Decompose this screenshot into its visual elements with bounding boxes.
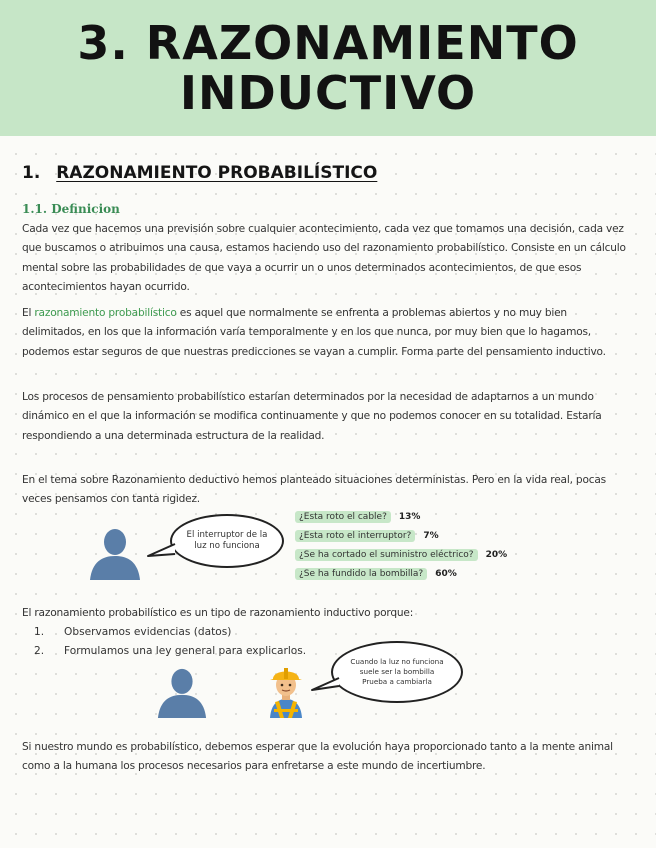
page-title-line2: INDUCTIVO xyxy=(179,66,477,120)
list-item-number: 2. xyxy=(34,645,45,658)
paragraph-processes: Los procesos de pensamiento probabilístico estarían determinados por la necesidad de adaptarnos a un mundo dinámico en el que la información se modifica continuamente y que no podemos conocer en su totalidad. Estaría respondiendo a una determinada estructura de la realidad. xyxy=(22,391,602,442)
paragraph-deterministic: En el tema sobre Razonamiento deductivo hemos planteado situaciones deterministas. Pero en la vida real, pocas veces pensamos con tanta rigidez. xyxy=(22,474,606,506)
speech-bubble-1 xyxy=(170,514,284,568)
speech-bubble-2-line3: Prueba a cambiarla xyxy=(362,677,432,686)
speech-bubble-2-line2: suele ser la bombilla xyxy=(359,667,435,676)
paragraph-prefix: El xyxy=(22,307,35,319)
person-silhouette-icon xyxy=(88,526,142,580)
paragraph-inductive-intro: El razonamiento probabilístico es un tipo de razonamiento inductivo porque: xyxy=(22,607,414,619)
list-item-text: Formulamos una ley general para explicarlos. xyxy=(64,645,307,658)
hypothesis-probability: 13% xyxy=(398,512,421,522)
speech-bubble-1-tail xyxy=(146,542,176,562)
hypothesis-probability: 20% xyxy=(485,550,508,560)
section-title: RAZONAMIENTO PROBABILÍSTICO xyxy=(56,163,378,183)
hypothesis-row xyxy=(295,568,457,580)
speech-bubble-1-text: El interruptor de la luz no funciona xyxy=(186,530,268,551)
paragraph-definition: Cada vez que hacemos una previsión sobre cualquier acontecimiento, cada vez que tomamos una decisión, cada vez que buscamos o atribuimos una causa, estamos haciendo uso del razonamiento probabilístico. Consiste en un cálculo mental sobre las probabilidades de que vaya a ocurrir un o unos determinados acontecimientos, de que esos acontecimientos hayan ocurrido. xyxy=(22,223,626,294)
list-item xyxy=(22,623,306,642)
speech-bubble-2-line1: Cuando la luz no funciona xyxy=(350,657,444,666)
page-title-line1: 3. RAZONAMIENTO xyxy=(77,16,579,70)
highlight-term: razonamiento probabilístico xyxy=(34,307,177,319)
list-item-number: 1. xyxy=(34,626,45,638)
hypothesis-row xyxy=(295,549,507,561)
hypothesis-row xyxy=(295,530,439,542)
subsection-heading: 1.1. Definicion xyxy=(22,202,120,216)
paragraph-conclusion: Si nuestro mundo es probabilístico, debemos esperar que la evolución haya proporcionado tanto a la mente animal como a la humana los procesos necesarios para enfretarse a este mundo de incertiumbre. xyxy=(22,741,613,773)
hypothesis-row xyxy=(295,511,420,523)
list-item xyxy=(22,642,306,661)
speech-bubble-2 xyxy=(331,641,463,703)
hypothesis-label: ¿Se ha fundido la bombilla? xyxy=(295,568,427,580)
hypothesis-probability: 7% xyxy=(423,531,439,541)
list-item-text: Observamos evidencias (datos) xyxy=(64,626,232,638)
hypothesis-label: ¿Esta roto el interruptor? xyxy=(295,530,415,542)
steps-list xyxy=(22,623,306,662)
hypothesis-label: ¿Esta roto el cable? xyxy=(295,511,391,523)
section-heading xyxy=(22,163,377,183)
paragraph-body: es aquel que normalmente se enfrenta a problemas abiertos y no muy bien delimitados, en los que la información varía temporalmente y en los que nunca, por muy bien que lo hagamos, podemos estar seguros de que nuestras predicciones se vayan a cumplir. Forma parte del pensamiento inductivo. xyxy=(22,307,606,358)
hypothesis-probability: 60% xyxy=(435,569,457,579)
paragraph-probabilistic xyxy=(22,304,630,362)
person-silhouette-icon xyxy=(156,666,208,718)
construction-worker-icon xyxy=(266,662,306,718)
section-number: 1. xyxy=(22,163,41,183)
title-banner xyxy=(0,0,656,136)
speech-bubble-2-tail xyxy=(310,676,340,696)
hypothesis-label: ¿Se ha cortado el suministro eléctrico? xyxy=(295,549,478,561)
